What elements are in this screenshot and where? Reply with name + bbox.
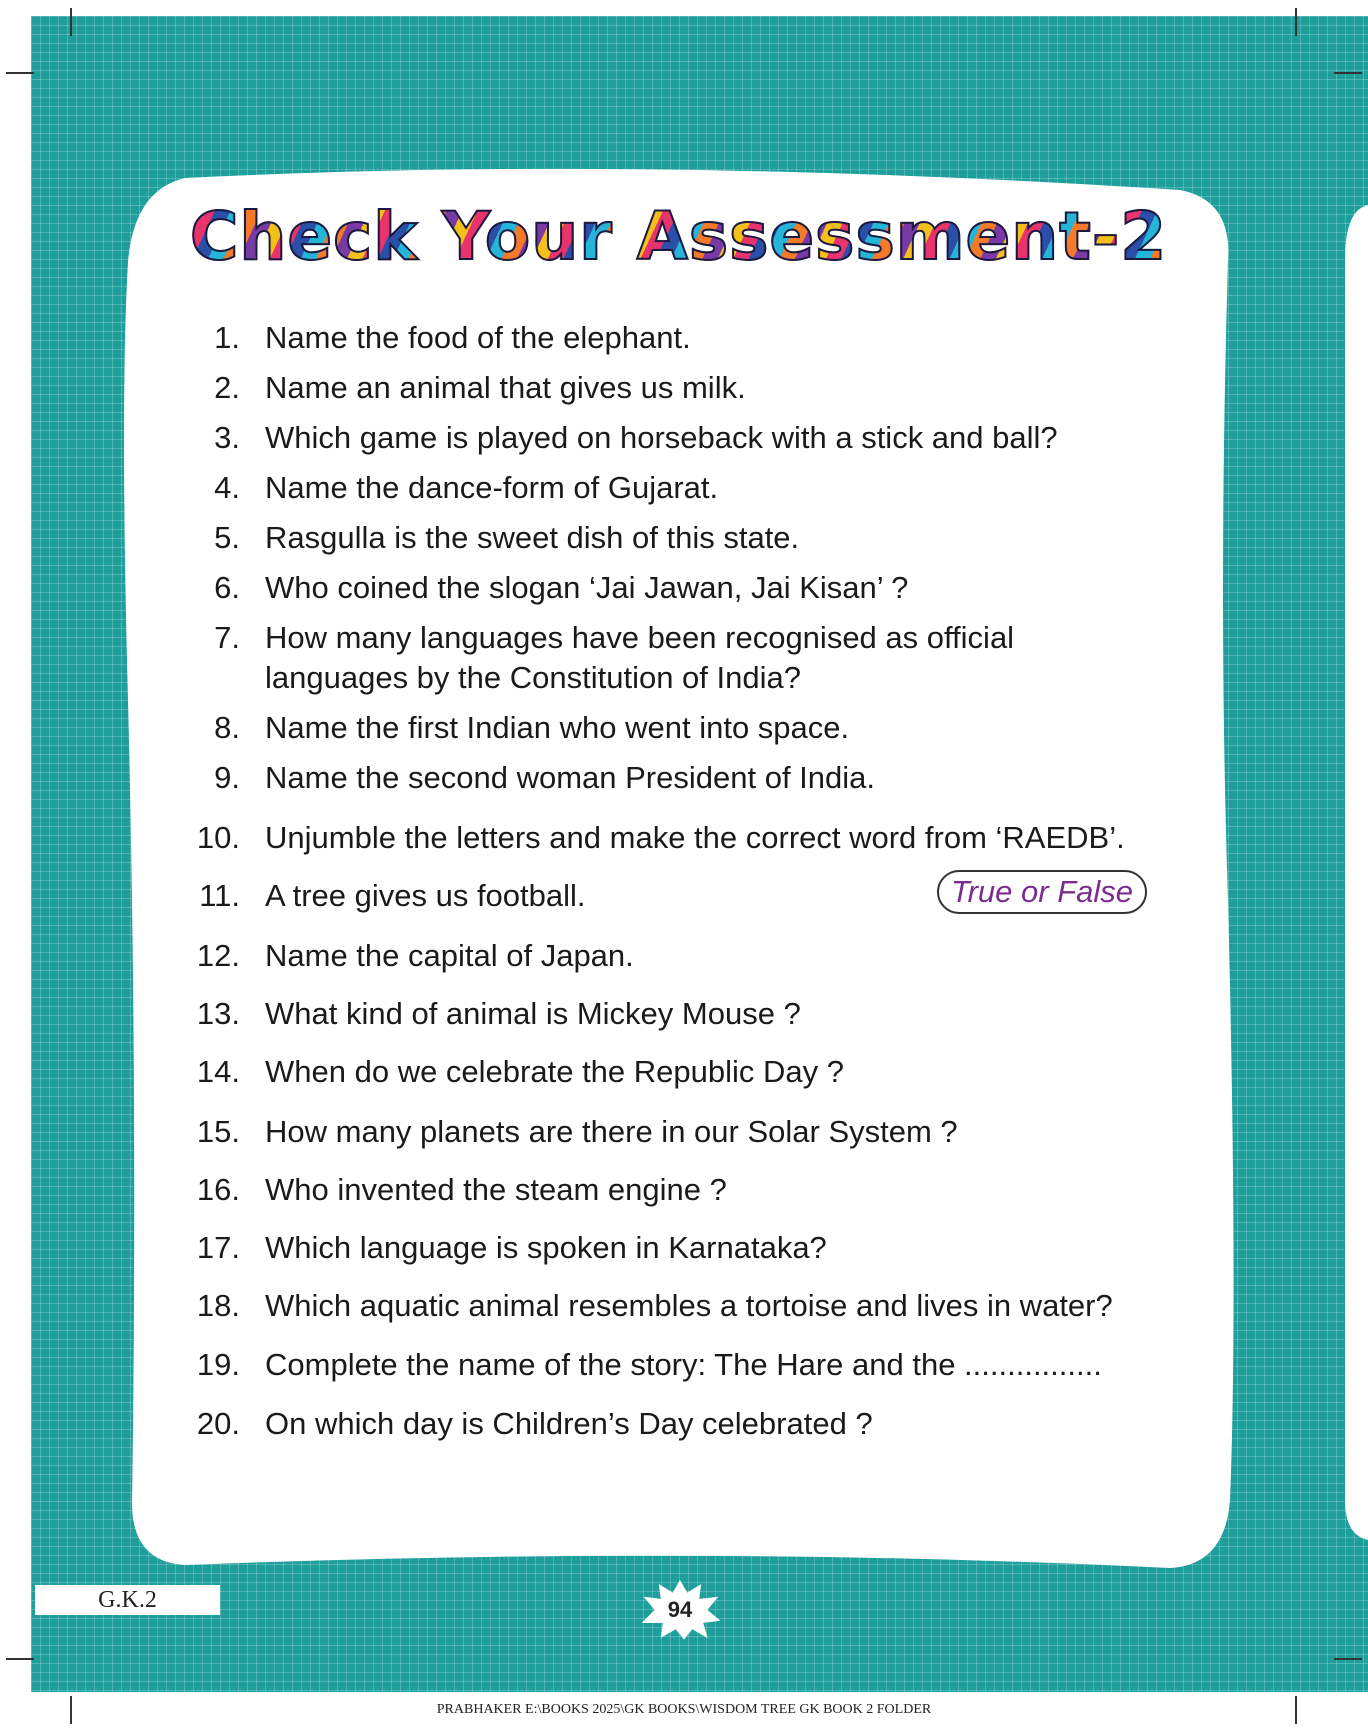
question-text: Who coined the slogan ‘Jai Jawan, Jai Kisan’ ?: [265, 570, 909, 605]
true-false-badge: True or False: [937, 870, 1147, 914]
print-footer: PRABHAKER E:\BOOKS 2025\GK BOOKS\WISDOM TREE GK BOOK 2 FOLDER: [436, 1702, 932, 1717]
question-text-continued: languages by the Constitution of India?: [265, 660, 801, 695]
question-text: Which aquatic animal resembles a tortoise and lives in water?: [265, 1288, 1113, 1323]
question-text: Rasgulla is the sweet dish of this state.: [265, 520, 800, 555]
page-number: 94: [667, 1597, 693, 1622]
question-number: 11.: [199, 878, 240, 913]
question-text: A tree gives us football.: [265, 878, 586, 913]
question-text: Name the second woman President of India.: [265, 760, 876, 795]
question-text: Complete the name of the story: The Hare and the ................: [265, 1347, 1102, 1382]
question-number: 4.: [214, 470, 240, 505]
question-number: 16.: [196, 1172, 240, 1207]
question-number: 2.: [214, 370, 240, 405]
question-number: 3.: [214, 420, 240, 455]
question-number: 6.: [214, 570, 240, 605]
page-title: Check Your Assessment-2: [190, 198, 1180, 278]
question-number: 20.: [196, 1406, 240, 1441]
question-number: 1.: [214, 320, 240, 355]
question-text: Which language is spoken in Karnataka?: [265, 1230, 827, 1265]
question-text: On which day is Children’s Day celebrated ?: [265, 1406, 873, 1441]
question-text: Name an animal that gives us milk.: [265, 370, 746, 405]
question-number: 19.: [196, 1347, 240, 1382]
question-text: What kind of animal is Mickey Mouse ?: [265, 996, 801, 1031]
question-text: How many planets are there in our Solar System ?: [265, 1114, 958, 1149]
book-label: G.K.2: [35, 1585, 220, 1615]
question-number: 14.: [196, 1054, 240, 1089]
question-number: 7.: [214, 620, 240, 655]
page-number-badge: [640, 1580, 720, 1640]
question-number: 5.: [214, 520, 240, 555]
question-text: Which game is played on horseback with a stick and ball?: [265, 420, 1058, 455]
question-number: 12.: [196, 938, 240, 973]
question-text: How many languages have been recognised as official: [265, 620, 1015, 655]
question-text: Name the capital of Japan.: [265, 938, 634, 973]
question-text: When do we celebrate the Republic Day ?: [265, 1054, 844, 1089]
question-number: 9.: [214, 760, 240, 795]
question-number: 13.: [196, 996, 240, 1031]
next-page-edge: [1345, 205, 1368, 1540]
question-number: 18.: [196, 1288, 240, 1323]
question-number: 8.: [214, 710, 240, 745]
question-number: 15.: [196, 1114, 240, 1149]
question-number: 17.: [196, 1230, 240, 1265]
question-text: Who invented the steam engine ?: [265, 1172, 727, 1207]
question-number: 10.: [196, 820, 240, 855]
question-text: Name the food of the elephant.: [265, 320, 691, 355]
question-text: Name the first Indian who went into space.: [265, 710, 850, 745]
question-text: Name the dance-form of Gujarat.: [265, 470, 719, 505]
question-text: Unjumble the letters and make the correct word from ‘RAEDB’.: [265, 820, 1125, 855]
